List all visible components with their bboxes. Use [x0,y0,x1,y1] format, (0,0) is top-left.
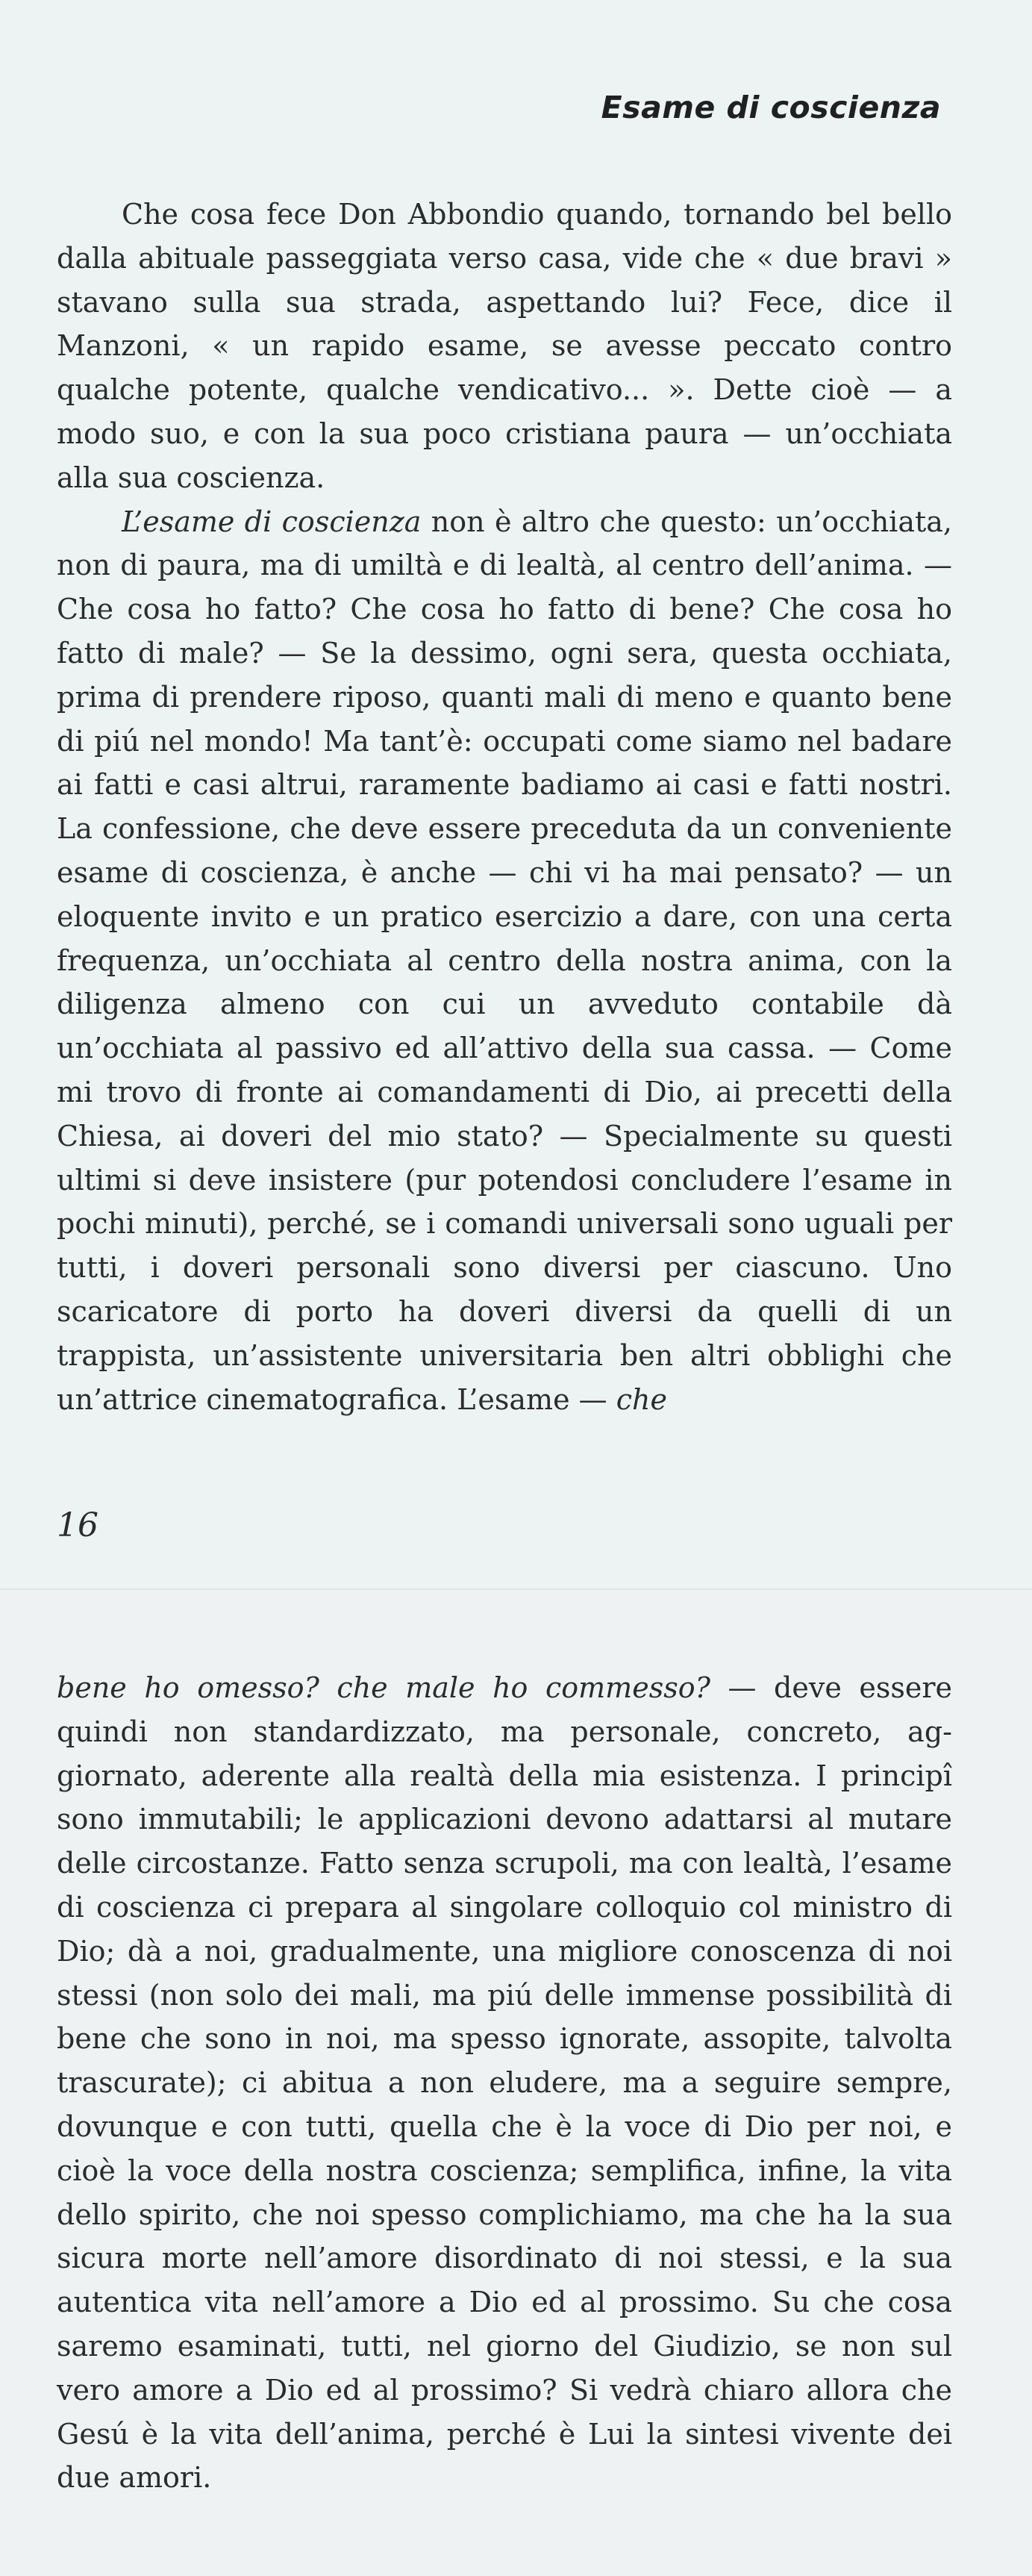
page-17-text [57,1666,952,2500]
italic-quote-start: che [616,1382,667,1416]
paragraph-continuation [57,1666,952,2500]
page-17 [0,1590,1032,2576]
paragraph-body: non è altro che questo: un’occhiata, non di paura, ma di umiltà e di lealtà, al centro dell’anima. — Che cosa ho fatto? Che cosa ho fatto di bene? Che cosa ho fatto di male? — Se la dessimo, ogni sera, questa occhiata, prima di prendere riposo, quanti mali di meno e quanto bene di piú nel mondo! Ma tant’è: occupati come siamo nel badare ai fatti e casi altrui, raramente badiamo ai casi e fatti nostri. La confessione, che deve essere preceduta da un conveniente esame di coscienza, è anche — chi vi ha mai pensato? — un eloquente invito e un pratico esercizio a dare, con una certa frequenza, un’occhiata al centro della nostra anima, con la diligenza almeno con cui un avveduto contabile dà un’occhiata al passivo ed all’attivo della sua cassa. — Come mi trovo di fronte ai comandamenti di Dio, ai precetti della Chiesa, ai doveri del mio stato? — Specialmente su questi ultimi si deve insistere (pur potendosi concludere l’esame in pochi minuti), perché, se i comandi universali sono uguali per tutti, i doveri personali sono diversi per ciascuno. Uno scaricatore di porto ha doveri diversi da quelli di un trappista, un’assistente universitaria ben altri obblighi che un’attrice cinematografica. L’esame — [57,505,952,1416]
page-number: 16 [57,1506,98,1544]
italic-quote-end: bene ho omesso? che male ho commesso? [57,1671,710,1704]
paragraph-esame-definition [57,500,952,1422]
running-head: Esame di coscienza [601,90,941,125]
paragraph-body: — deve essere quindi non standardizzato, ma personale, concreto, aggiornato, aderente alla realtà della mia esistenza. I principî sono immutabili; le applicazioni devono adattarsi al mutare delle circostanze. Fatto senza scrupoli, ma con lealtà, l’esame di coscienza ci prepara al singolare colloquio col ministro di Dio; dà a noi, gradualmente, una migliore conoscenza di noi stessi (non solo dei mali, ma piú delle immense possibilità di bene che sono in noi, ma spesso ignorate, assopite, talvolta trascurate); ci abitua a non eludere, ma a seguire sempre, dovunque e con tutti, quella che è la voce di Dio per noi, e cioè la voce della nostra coscienza; semplifica, infine, la vita dello spirito, che noi spesso complichiamo, ma che ha la sua sicura morte nell’amore disordinato di noi stessi, e la sua autentica vita nell’amore a Dio ed al prossimo. Su che cosa saremo esaminati, tutti, nel giorno del Giudizio, se non sul vero amore a Dio ed al prossimo? Si vedrà chiaro allora che Gesú è la vita dell’anima, perché è Lui la sintesi vivente dei due amori. [57,1671,952,2495]
paragraph-don-abbondio: Che cosa fece Don Abbondio quando, tornando bel bello dalla abituale passeggiata verso casa, vide che « due bravi » stavano sulla sua strada, aspettando lui? Fece, dice il Manzoni, « un rapido esame, se avesse peccato contro qualche potente, qualche vendicativo... ». Dette cioè — a modo suo, e con la sua poco cristiana paura — un’occhiata alla sua coscienza. [57,198,952,494]
page-16-text [57,193,952,1421]
italic-term: L’esame di coscienza [122,505,422,538]
